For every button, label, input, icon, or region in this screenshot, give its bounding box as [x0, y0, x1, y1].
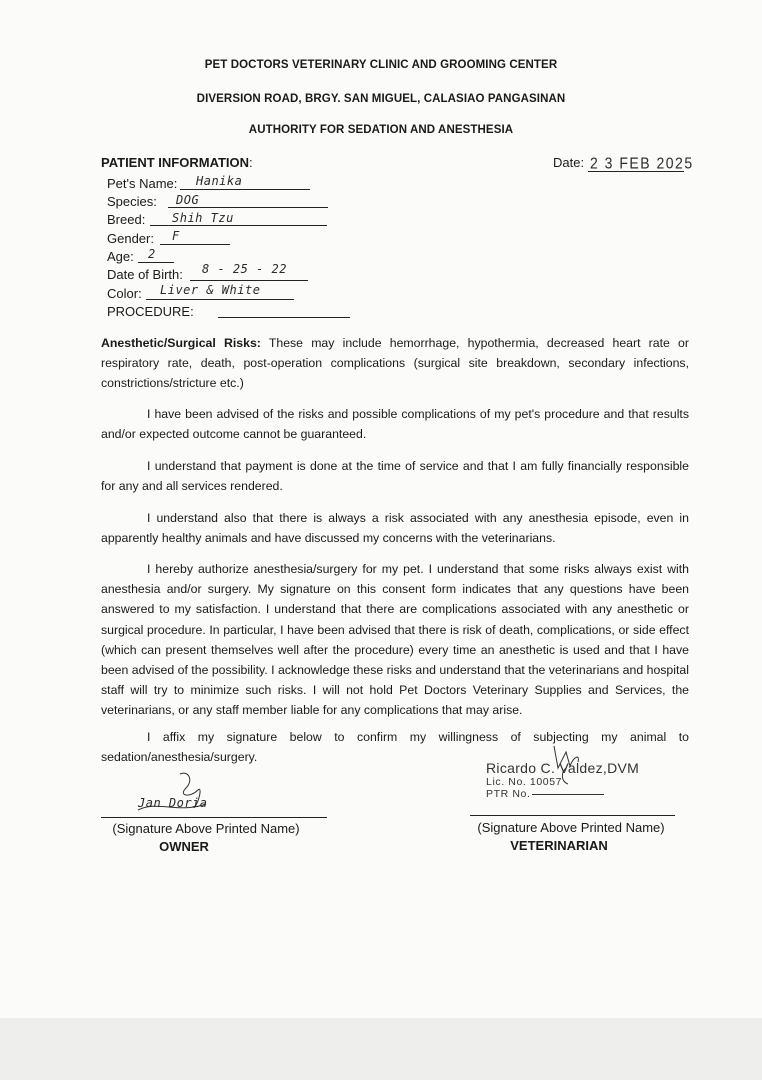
patient-info-title-text: PATIENT INFORMATION [101, 155, 250, 170]
owner-signature-line [101, 817, 327, 818]
vet-signature-line [470, 815, 675, 816]
vet-stamp [486, 760, 639, 800]
scan-bottom-margin [0, 1018, 762, 1080]
species-line [168, 207, 328, 208]
vet-signature-caption: (Signature Above Printed Name) [477, 820, 665, 835]
risks-paragraph [101, 333, 689, 394]
pet-name-line [180, 189, 310, 190]
date-value: 2 3 FEB 2025 [590, 154, 694, 172]
clinic-name: PET DOCTORS VETERINARY CLINIC AND GROOMING CENTER [204, 59, 558, 71]
vet-ptr-line [532, 794, 604, 795]
owner-role: OWNER [159, 839, 209, 854]
vet-role: VETERINARIAN [510, 838, 608, 853]
species-label: Species: [107, 194, 157, 209]
breed-line [150, 225, 327, 226]
vet-stamp-name: Ricardo C. Valdez,DVM [486, 760, 640, 776]
advised-paragraph: I have been advised of the risks and possible complications of my pet's procedure and that results and/or expected outcome cannot be guaranteed. [101, 407, 689, 442]
owner-signature: Jan Doria [138, 796, 208, 810]
breed-value: Shih Tzu [172, 211, 234, 225]
payment-paragraph: I understand that payment is done at the time of service and that I am fully financially responsible for any and all services rendered. [101, 459, 689, 494]
date-label: Date: [553, 155, 585, 170]
gender-line [160, 244, 230, 245]
procedure-label: PROCEDURE: [107, 304, 194, 319]
affix-signature-paragraph: I affix my signature below to confirm my willingness of subjecting my animal to sedation/anesthesia/surgery. [101, 730, 689, 765]
procedure-line [218, 317, 350, 318]
date-underline [588, 171, 684, 172]
risk-awareness-paragraph: I understand also that there is always a risk associated with any anesthesia episode, even in apparently healthy animals and have discussed my concerns with the veterinarians. [101, 511, 689, 546]
vet-ptr [486, 788, 639, 800]
risks-text: These may include hemorrhage, hypothermia, decreased heart rate or respiratory rate, death, post-operation complications (surgical site breakdown, secondary infections, constrictions/stricture etc.) [101, 336, 689, 391]
color-value: Liver & White [160, 283, 261, 297]
species-value: DOG [176, 193, 200, 207]
age-value: 2 [148, 247, 156, 261]
date-of-birth-value: 8 - 25 - 22 [202, 262, 287, 276]
form-title: AUTHORITY FOR SEDATION AND ANESTHESIA [248, 124, 514, 136]
gender-value: F [172, 229, 180, 243]
color-label: Color: [107, 286, 142, 301]
vet-ptr-label: PTR No. [486, 788, 531, 800]
risks-label: Anesthetic/Surgical Risks: [101, 336, 261, 350]
patient-info-title [101, 155, 253, 170]
color-line [146, 299, 294, 300]
date-of-birth-label: Date of Birth: [107, 267, 183, 282]
date-of-birth-line [190, 280, 308, 281]
pet-name-value: Hanika [196, 174, 243, 188]
pet-name-label: Pet's Name: [107, 176, 178, 191]
authorization-paragraph: I hereby authorize anesthesia/surgery for my pet. I understand that some risks always exist with anesthesia and/or surgery. My signature on this consent form indicates that any questions have been answered to my satisfaction. I understand that there are complications associated with any anesthetic or surgical procedure. In particular, I have been advised that there is risk of death, complications, or side effect (which can present themselves well after the procedure) every time an anesthetic is used and that I have been advised of the possibility. I acknowledge these risks and understand that the veterinarians and hospital staff will try to minimize such risks. I will not hold Pet Doctors Veterinary Supplies and Services, the veterinarians, or any staff member liable for any complications that may arise. [101, 562, 689, 718]
patient-info-colon: : [249, 155, 253, 170]
breed-label: Breed: [107, 212, 146, 227]
age-line [138, 262, 174, 263]
owner-signature-caption: (Signature Above Printed Name) [112, 821, 300, 836]
clinic-address: DIVERSION ROAD, BRGY. SAN MIGUEL, CALASIAO PANGASINAN [196, 93, 566, 105]
vet-license: Lic. No. 10057 [486, 776, 563, 788]
age-label: Age: [107, 249, 134, 264]
gender-label: Gender: [107, 231, 154, 246]
